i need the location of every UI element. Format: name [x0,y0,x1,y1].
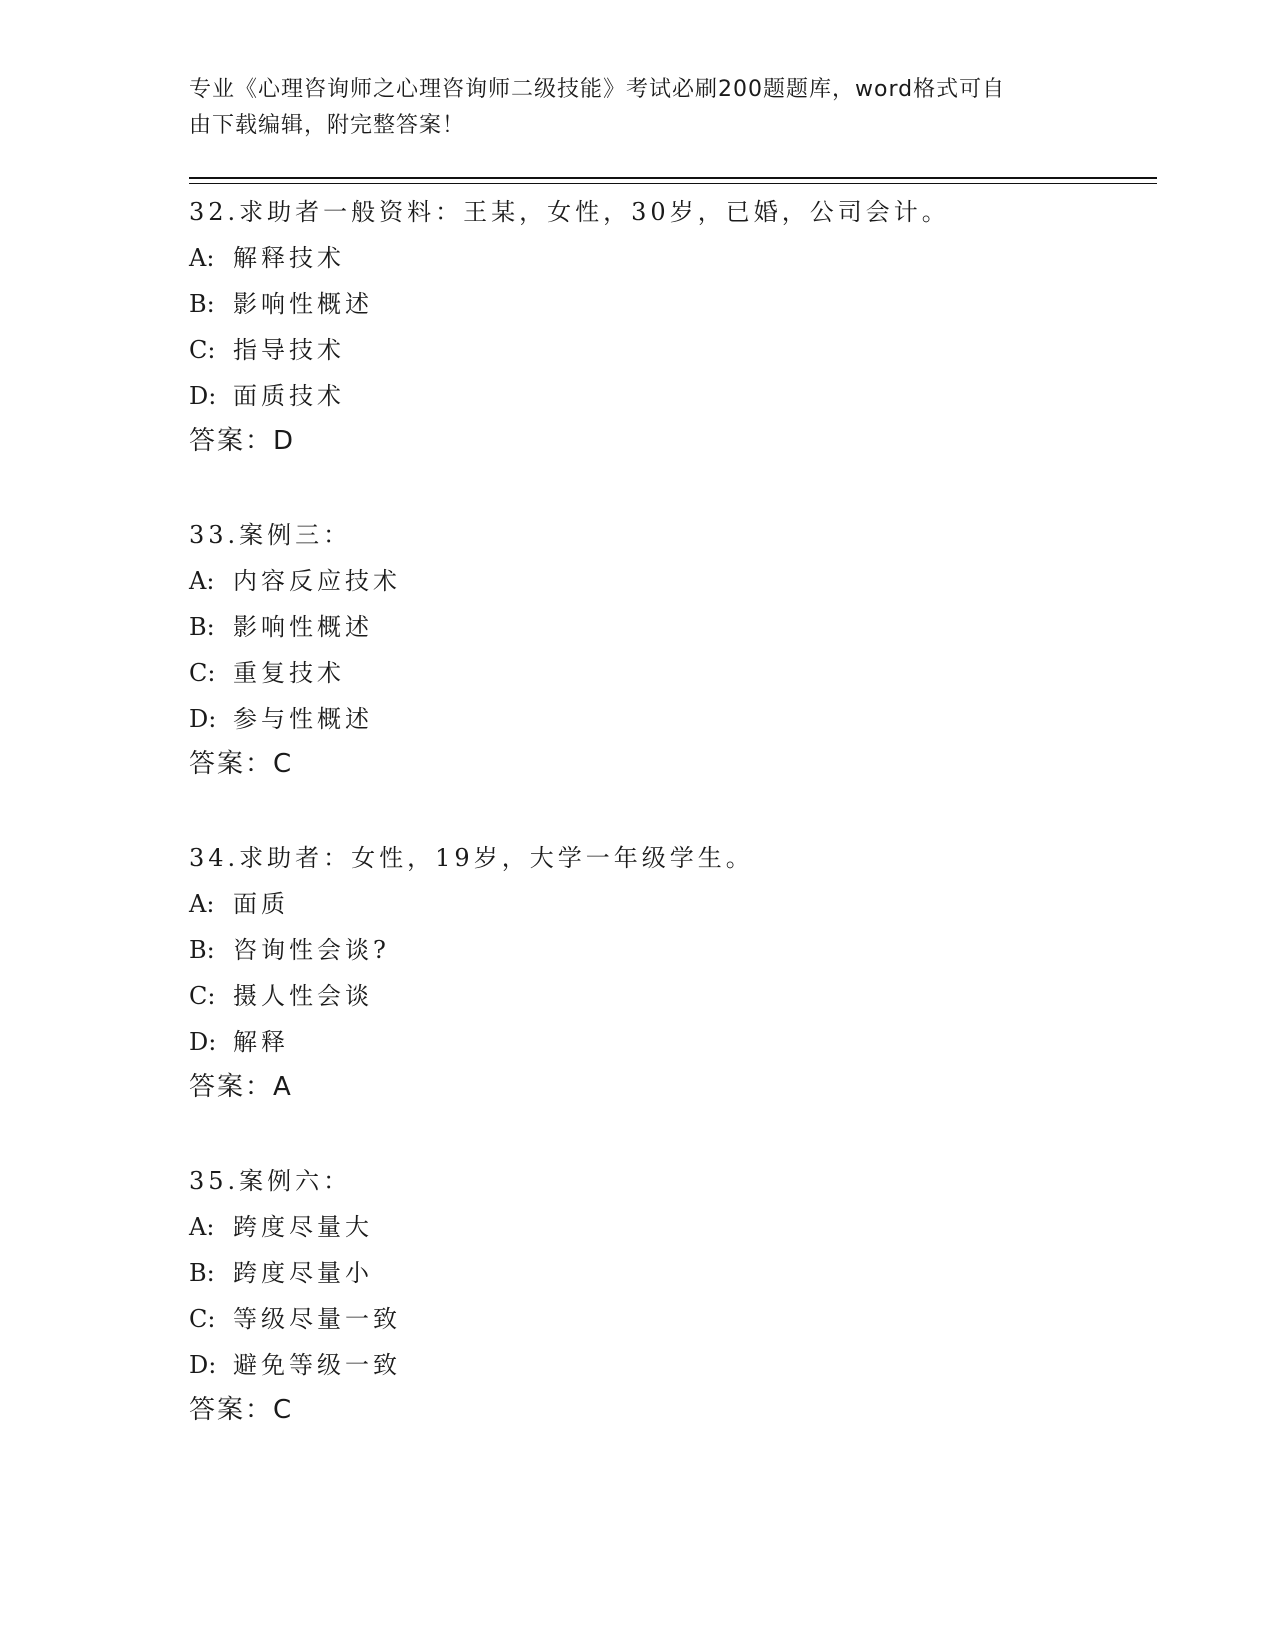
option-text: 等级尽量一致 [233,1305,401,1333]
option-letter: A: [189,890,215,918]
answer-line: 答案：D [189,426,296,456]
option-text: 咨询性会谈? [233,936,390,964]
option-text: 解释 [233,1028,289,1056]
question-title: 35.案例六： [189,1167,352,1195]
option-c [189,1296,1149,1342]
option-b [189,281,1149,327]
header-line-2: 由下载编辑，附完整答案！ [189,113,466,138]
option-letter: A: [189,567,215,595]
option-text: 参与性概述 [233,705,373,733]
option-text: 跨度尽量小 [233,1259,373,1287]
option-letter: C: [189,982,216,1010]
option-text: 面质技术 [233,382,345,410]
option-d [189,1019,1149,1065]
option-d [189,373,1149,419]
document-header [189,72,1089,144]
header-divider-thick [189,177,1157,179]
option-letter: B: [189,1259,215,1287]
answer-line: 答案：A [189,1072,293,1102]
option-text: 避免等级一致 [233,1351,401,1379]
option-text: 重复技术 [233,659,345,687]
option-b [189,1250,1149,1296]
question-title: 32.求助者一般资料：王某，女性，30岁，已婚，公司会计。 [189,198,950,226]
option-text: 摄人性会谈 [233,982,373,1010]
option-text: 解释技术 [233,244,345,272]
option-c [189,650,1149,696]
question-list [189,189,1149,1481]
option-letter: D: [189,705,217,733]
option-letter: D: [189,1351,217,1379]
answer-line: 答案：C [189,749,294,779]
option-c [189,327,1149,373]
option-letter: B: [189,936,215,964]
question-item [189,189,1149,463]
header-divider-thin [189,183,1157,184]
option-letter: B: [189,613,215,641]
option-letter: D: [189,1028,217,1056]
question-title: 34.求助者：女性，19岁，大学一年级学生。 [189,844,754,872]
answer-line: 答案：C [189,1395,294,1425]
header-line-1: 专业《心理咨询师之心理咨询师二级技能》考试必刷200题题库，word格式可自 [189,77,1006,102]
option-letter: B: [189,290,215,318]
option-letter: C: [189,336,216,364]
option-b [189,604,1149,650]
option-text: 影响性概述 [233,290,373,318]
option-text: 跨度尽量大 [233,1213,373,1241]
option-a [189,1204,1149,1250]
option-a [189,235,1149,281]
option-text: 指导技术 [233,336,345,364]
option-c [189,973,1149,1019]
option-d [189,696,1149,742]
question-item [189,512,1149,786]
option-text: 面质 [233,890,289,918]
question-item [189,1158,1149,1432]
option-a [189,558,1149,604]
option-letter: D: [189,382,217,410]
option-letter: A: [189,1213,215,1241]
option-letter: C: [189,1305,216,1333]
question-title: 33.案例三： [189,521,352,549]
question-item [189,835,1149,1109]
option-text: 影响性概述 [233,613,373,641]
option-b [189,927,1149,973]
option-letter: C: [189,659,216,687]
option-letter: A: [189,244,215,272]
option-a [189,881,1149,927]
option-text: 内容反应技术 [233,567,401,595]
option-d [189,1342,1149,1388]
